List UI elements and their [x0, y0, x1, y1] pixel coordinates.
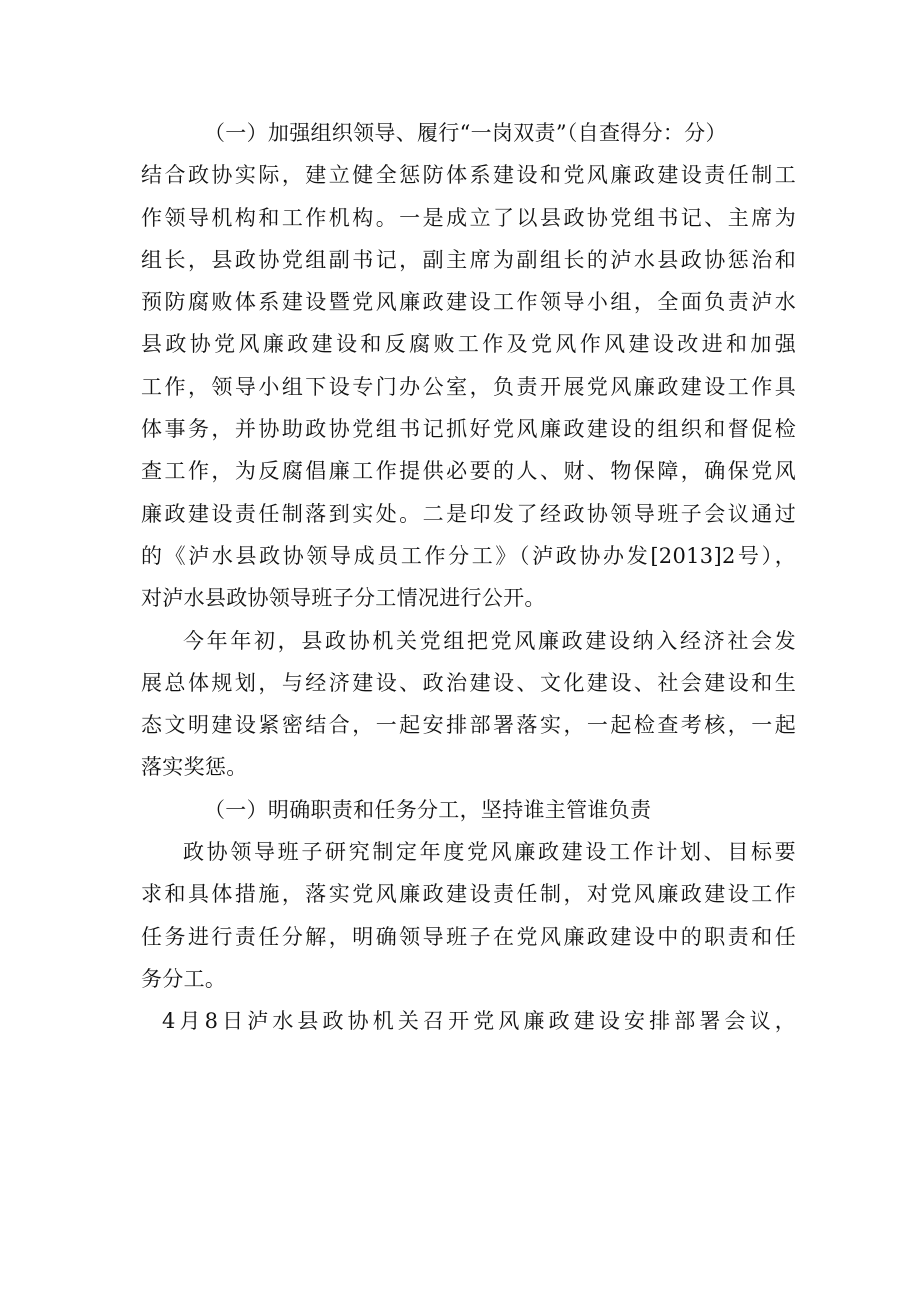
paragraph-1-line: 县政协党风廉政建设和反腐败工作及党风作风建设改进和加强 — [141, 332, 796, 357]
paragraph-2-line: 落实奖惩。 — [141, 755, 248, 780]
paragraph-1-line: 的《泸水县政协领导成员工作分工》（泸政协办发[2013]2号）， — [141, 543, 796, 568]
paragraph-2-line: 展总体规划，与经济建设、政治建设、文化建设、社会建设和生 — [141, 670, 796, 695]
paragraph-1-line: 预防腐败体系建设暨党风廉政建设工作领导小组，全面负责泸水 — [141, 290, 796, 315]
paragraph-1-line: 组长，县政协党组副书记，副主席为副组长的泸水县政协惩治和 — [141, 247, 796, 272]
document-body — [141, 112, 796, 1043]
paragraph-1-line: 对泸水县政协领导班子分工情况进行公开。 — [141, 586, 546, 611]
paragraph-1-line: 查工作，为反腐倡廉工作提供必要的人、财、物保障，确保党风 — [141, 459, 796, 484]
paragraph-1-line: 作领导机构和工作机构。一是成立了以县政协党组书记、主席为 — [141, 205, 796, 230]
paragraph-1-line: 体事务，并协助政协党组书记抓好党风廉政建设的组织和督促检 — [141, 417, 796, 442]
paragraph-2-line: 态文明建设紧密结合，一起安排部署落实，一起检查考核，一起 — [141, 713, 796, 738]
paragraph-1-line: 工作，领导小组下设专门办公室，负责开展党风廉政建设工作具 — [141, 374, 796, 399]
paragraph-2-line: 今年年初，县政协机关党组把党风廉政建设纳入经济社会发 — [183, 628, 796, 653]
section-heading-1: （一）加强组织领导、履行“一岗双责”（自查得分：分） — [204, 121, 727, 145]
paragraph-4-line: 任务进行责任分解，明确领导班子在党风廉政建设中的职责和任 — [141, 924, 796, 949]
paragraph-1-line: 廉政建设责任制落到实处。二是印发了经政协领导班子会议通过 — [141, 501, 796, 526]
paragraph-4-line: 务分工。 — [141, 966, 227, 991]
section-heading-2: （一）明确职责和任务分工，坚持谁主管谁负责 — [204, 797, 652, 822]
paragraph-4-line: 求和具体措施，落实党风廉政建设责任制，对党风廉政建设工作 — [141, 882, 796, 907]
paragraph-1-line: 结合政协实际，建立健全惩防体系建设和党风廉政建设责任制工 — [141, 163, 796, 188]
paragraph-5-line: 4月8日泸水县政协机关召开党风廉政建设安排部署会议， — [162, 1009, 796, 1034]
paragraph-4-line: 政协领导班子研究制定年度党风廉政建设工作计划、目标要 — [183, 840, 796, 865]
